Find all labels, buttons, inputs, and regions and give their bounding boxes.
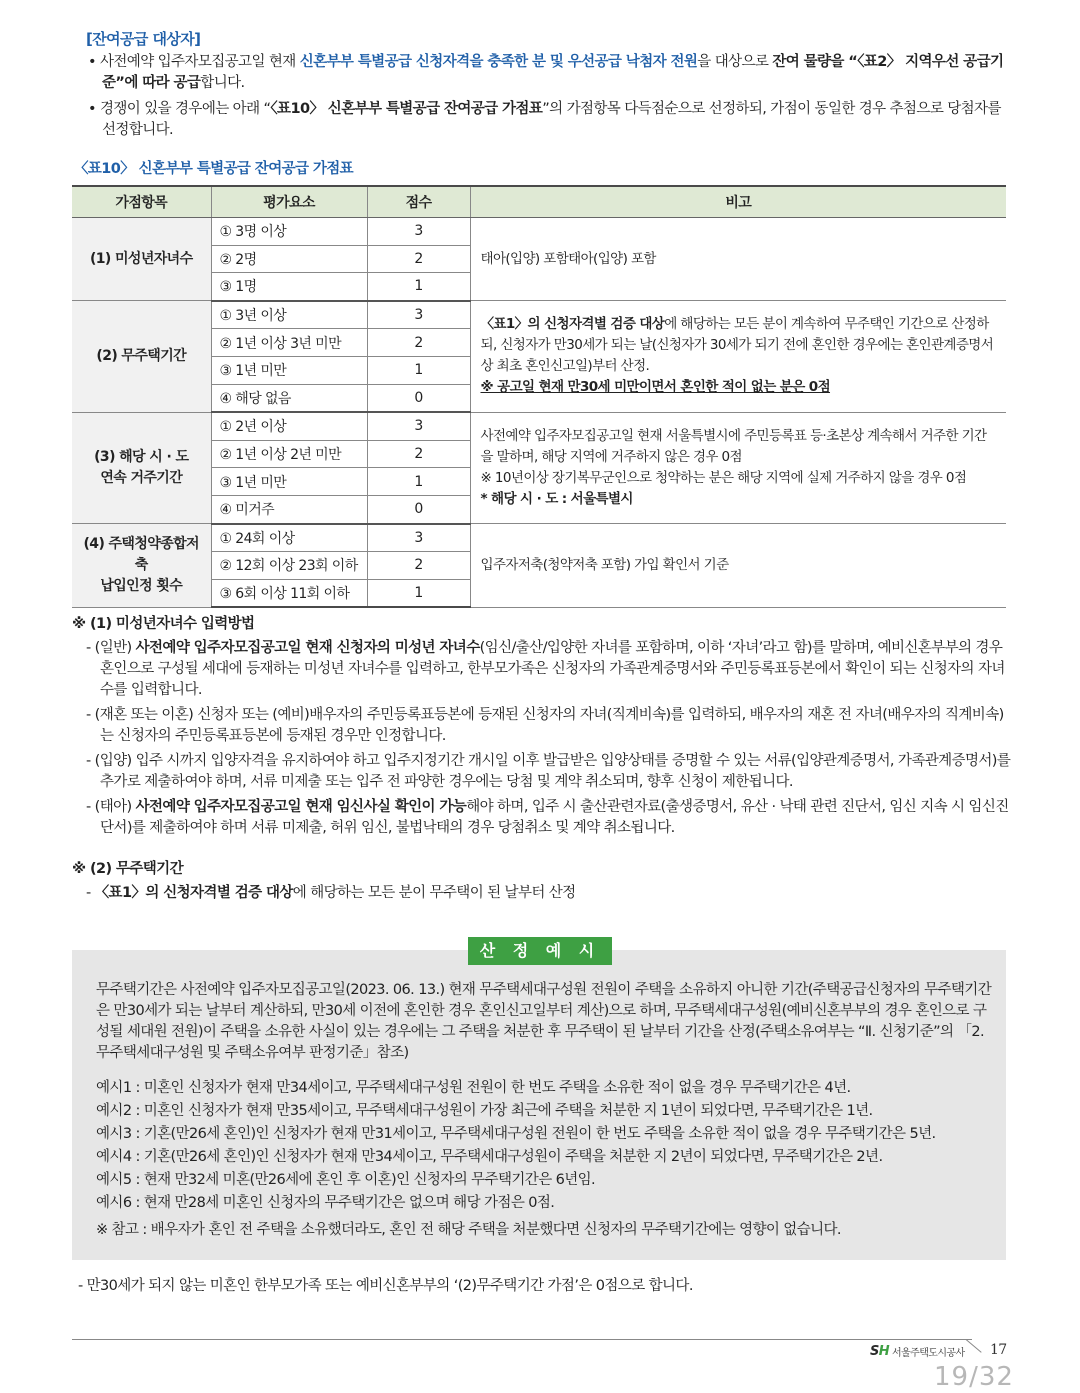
score-cell: 0 [367, 384, 470, 412]
category-cell: (4) 주택청약종합저축 납입인정 횟수 [72, 524, 211, 608]
table-row [72, 524, 1006, 552]
score-cell: 2 [367, 552, 470, 580]
bullet-remaining-supply: • 사전예약 입주자모집공고일 현재 신혼부부 특별공급 신청자격을 충족한 분 및 우선공급 낙첨자 전원을 대상으로 잔여 물량을 “〈표2〉 지역우선 공급기준”에 따라 공급합니다. [88, 54, 1004, 91]
element-cell: ③ 6회 이상 11회 이하 [211, 579, 367, 607]
category-cell: (3) 해당 시 · 도 연속 거주기간 [72, 412, 211, 523]
page-number: 17 [990, 1342, 1007, 1358]
score-cell: 1 [367, 468, 470, 496]
note-item-homeless: - 〈표1〉의 신청자격별 검증 대상에 해당하는 모든 분이 무주택이 된 날부터 산정 [86, 885, 576, 901]
note-item-remarriage: - (재혼 또는 이혼) 신청자 또는 (예비)배우자의 주민등록표등본에 등재된 신청자의 자녀(직계비속)를 입력하되, 배우자의 재혼 전 자녀(배우자의 직계비속)는 신청자의 주민등록표등본에 등재된 경우만 인정합니다. [86, 707, 1004, 744]
example-paragraph: 무주택기간은 사전예약 입주자모집공고일(2023. 06. 13.) 현재 무주택세대구성원 전원이 주택을 소유하지 아니한 기간(주택공급신청자의 무주택기간은 만30세가 되는 날부터 계산하되, 만30세 이전에 혼인한 경우 혼인신고일부터 계산)으로 하며, 무주택세대구성원(예비신혼부부의 경우 혼인으로 구성될 세대원 전원)이 주택을 소유한 사실이 있는 경우에는 그 주택을 처분한 후 무주택이 된 날부터 기간을 산정(주택소유여부는 “Ⅱ. 신청기준”의 「2.무주택세대구성원 및 주택소유여부 판정기준」참조) [96, 982, 992, 1061]
score-cell: 1 [367, 579, 470, 607]
header-score: 점수 [367, 186, 470, 218]
footer-divider [72, 1339, 972, 1340]
note-item-general: - (일반) 사전예약 입주자모집공고일 현재 신청자의 미성년 자녀수(임신/출산/입양한 자녀를 포함하며, 이하 ‘자녀’라고 함)를 말하며, 예비신혼부부의 경우 혼인으로 구성될 세대에 등재하는 미성년 자녀수를 입력하고, 한부모가족은 신청자의 가족관계증명서와 주민등록표등본에서 확인이 되는 신청자의 자녀수를 입력합니다. [86, 640, 1005, 698]
sh-logo-mark: SH [870, 1344, 890, 1359]
element-cell: ② 12회 이상 23회 이하 [211, 552, 367, 580]
example-reference: ※ 참고 : 배우자가 혼인 전 주택을 소유했더라도, 혼인 전 해당 주택을 처분했다면 신청자의 무주택기간에는 영향이 없습니다. [96, 1222, 841, 1238]
note-cell: 태아(입양) 포함태아(입양) 포함 [470, 218, 1006, 301]
calculation-example-label: 산 정 예 시 [468, 937, 612, 965]
score-cell: 2 [367, 440, 470, 468]
input-method-notes [72, 614, 1012, 908]
section-title: [잔여공급 대상자] [86, 30, 201, 48]
bullet-competition: • 경쟁이 있을 경우에는 아래 “〈표10〉 신혼부부 특별공급 잔여공급 가점표”의 가점항목 다득점순으로 선정하되, 가점이 동일한 경우 추첨으로 당첨자를 선정합니다. [88, 101, 1001, 138]
score-cell: 3 [367, 524, 470, 552]
score-cell: 3 [367, 412, 470, 440]
element-cell: ① 3년 이상 [211, 301, 367, 329]
score-cell: 1 [367, 273, 470, 301]
element-cell: ② 1년 이상 3년 미만 [211, 329, 367, 357]
element-cell: ③ 1명 [211, 273, 367, 301]
notes-title-children: ※ (1) 미성년자녀수 입력방법 [72, 616, 255, 632]
element-cell: ① 2년 이상 [211, 412, 367, 440]
element-cell: ① 3명 이상 [211, 218, 367, 246]
table-caption: 〈표10〉 신혼부부 특별공급 잔여공급 가점표 [74, 161, 354, 177]
score-cell: 3 [367, 301, 470, 329]
element-cell: ③ 1년 미만 [211, 356, 367, 384]
eligibility-bullets [88, 52, 1013, 146]
category-cell: (1) 미성년자녀수 [72, 218, 211, 301]
score-table [72, 185, 1006, 608]
example-item: 예시1 : 미혼인 신청자가 현재 만34세이고, 무주택세대구성원 전원이 한 번도 주택을 소유한 적이 없을 경우 무주택기간은 4년. [96, 1080, 851, 1096]
calculation-example-body [96, 980, 992, 1243]
table-header-row [72, 186, 1006, 218]
element-cell: ④ 미거주 [211, 495, 367, 523]
note-cell: 입주자저축(청약저축 포함) 가입 확인서 기준 [470, 524, 1006, 608]
score-cell: 0 [367, 495, 470, 523]
pager-indicator: 19/32 [934, 1362, 1014, 1392]
example-item: 예시2 : 미혼인 신청자가 현재 만35세이고, 무주택세대구성원이 가장 최근에 주택을 처분한 지 1년이 되었다면, 무주택기간은 1년. [96, 1103, 873, 1119]
sh-logo [870, 1344, 965, 1359]
header-category: 가점항목 [72, 186, 211, 218]
table-row [72, 301, 1006, 329]
element-cell: ② 2명 [211, 245, 367, 273]
element-cell: ④ 해당 없음 [211, 384, 367, 412]
score-cell: 2 [367, 329, 470, 357]
example-item: 예시4 : 기혼(만26세 혼인)인 신청자가 현재 만34세이고, 무주택세대구성원이 주택을 처분한 지 2년이 되었다면, 무주택기간은 2년. [96, 1149, 883, 1165]
sh-logo-text: 서울주택도시공사 [892, 1348, 965, 1359]
score-cell: 1 [367, 356, 470, 384]
score-cell: 3 [367, 218, 470, 246]
table-row [72, 412, 1006, 440]
header-element: 평가요소 [211, 186, 367, 218]
score-cell: 2 [367, 245, 470, 273]
note-item-adoption: - (입양) 입주 시까지 입양자격을 유지하여야 하고 입주지정기간 개시일 이후 발급받은 입양상태를 증명할 수 있는 서류(입양관계증명서, 가족관계증명서)를 추가로 제출하여야 하며, 서류 미제출 또는 입주 전 파양한 경우에는 당첨 및 계약 취소되며, 향후 신청이 제한됩니다. [86, 753, 1011, 790]
element-cell: ② 1년 이상 2년 미만 [211, 440, 367, 468]
notes-title-homeless: ※ (2) 무주택기간 [72, 861, 183, 877]
element-cell: ① 24회 이상 [211, 524, 367, 552]
footer-divider-slant [966, 1339, 982, 1353]
footnote: - 만30세가 되지 않는 미혼인 한부모가족 또는 예비신혼부부의 ‘(2)무주택기간 가점’은 0점으로 합니다. [78, 1278, 693, 1294]
example-item: 예시6 : 현재 만28세 미혼인 신청자의 무주택기간은 없으며 해당 가점은 0점. [96, 1195, 555, 1211]
table-row [72, 218, 1006, 246]
note-item-fetus: - (태아) 사전예약 입주자모집공고일 현재 임신사실 확인이 가능해야 하며, 입주 시 출산관련자료(출생증명서, 유산 · 낙태 관련 진단서, 임신 지속 시 임신진단서)를 제출하여야 하며 서류 미제출, 허위 임신, 불법낙태의 경우 당첨취소 및 계약 취소됩니다. [86, 799, 1009, 836]
note-cell: 사전예약 입주자모집공고일 현재 서울특별시에 주민등록표 등·초본상 계속해서 거주한 기간을 말하며, 해당 지역에 거주하지 않은 경우 0점 ※ 10년이상 장기복무군인으로 청약하는 분은 해당 지역에 실제 거주하지 않을 경우 0점 * 해당 시 · 도 : 서울특별시 [470, 412, 1006, 523]
category-cell: (2) 무주택기간 [72, 301, 211, 412]
example-item: 예시3 : 기혼(만26세 혼인)인 신청자가 현재 만31세이고, 무주택세대구성원 전원이 한 번도 주택을 소유한 적이 없을 경우 무주택기간은 5년. [96, 1126, 936, 1142]
note-cell: 〈표1〉의 신청자격별 검증 대상에 해당하는 모든 분이 계속하여 무주택인 기간으로 산정하되, 신청자가 만30세가 되는 날(신청자가 30세가 되기 전에 혼인한 경우에는 혼인관계증명서상 최초 혼인신고일)부터 산정. ※ 공고일 현재 만30세 미만이면서 혼인한 적이 없는 분은 0점 [470, 301, 1006, 412]
example-item: 예시5 : 현재 만32세 미혼(만26세에 혼인 후 이혼)인 신청자의 무주택기간은 6년임. [96, 1172, 596, 1188]
header-note: 비고 [470, 186, 1006, 218]
element-cell: ③ 1년 미만 [211, 468, 367, 496]
